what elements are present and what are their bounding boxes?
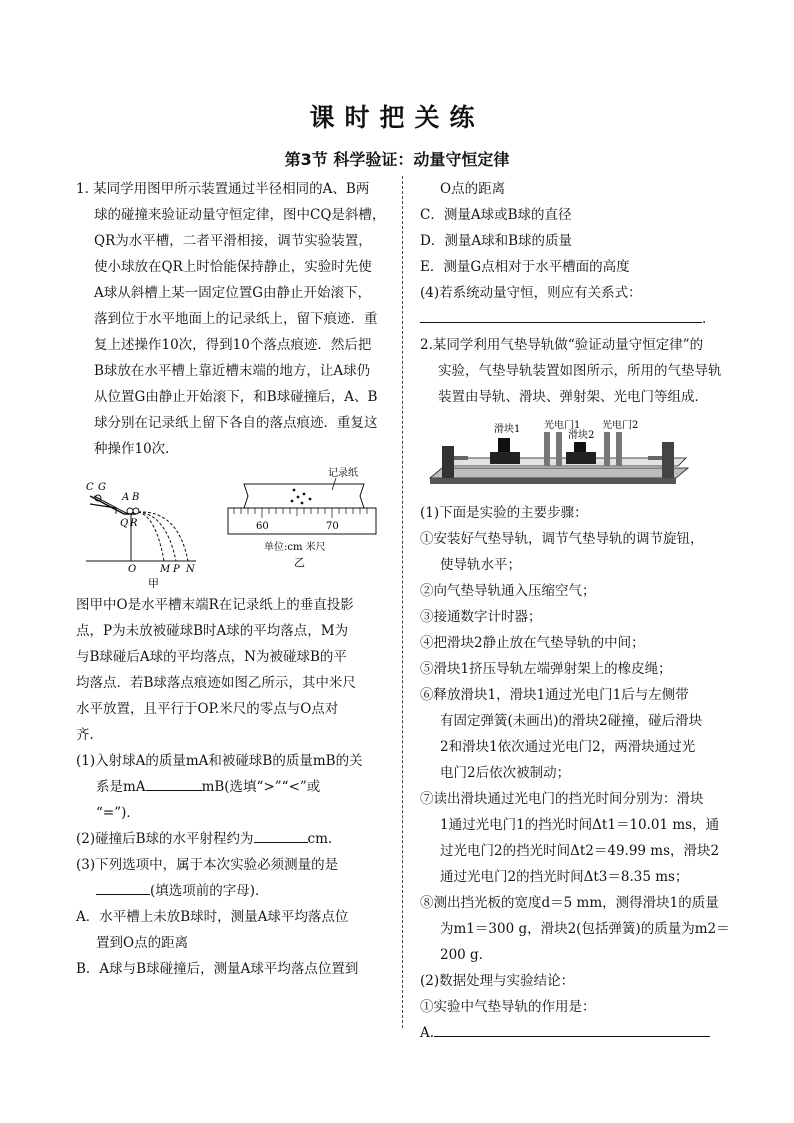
step-7-cont: 1通过光电门1的挡光时间Δt1＝10.01 ms，通 xyxy=(440,817,720,833)
option-d: D．测量A球和B球的质量 xyxy=(420,233,572,249)
q1-sub1-text: mB(选填“>”“<”或 xyxy=(201,779,321,795)
q1-desc-line: 水平放置，且平行于OP.米尺的零点与O点对 xyxy=(76,701,339,717)
air-track-figure xyxy=(420,420,740,488)
step-7: ⑦读出滑块通过光电门的挡光时间分别为：滑块 xyxy=(420,791,704,807)
option-a-line: 置到O点的距离 xyxy=(96,935,189,951)
q1-sub1-text: 系是mA xyxy=(96,779,146,795)
label-slider1: 滑块1 xyxy=(494,424,521,435)
label-g: G xyxy=(98,482,106,493)
q1-line: 落到位于水平地面上的记录纸上，留下痕迹．重 xyxy=(94,311,378,327)
label-q: Q xyxy=(120,518,129,529)
answer-blank-1[interactable] xyxy=(146,774,202,791)
step-8-cont: 为m1＝300 g，滑块2(包括弹簧)的质量为m2＝ xyxy=(440,921,730,937)
option-e: E．测量G点相对于水平槽面的高度 xyxy=(420,259,630,275)
q2-line: 2.某同学利用气垫导轨做“验证动量守恒定律”的 xyxy=(420,337,704,353)
answer-blank-5[interactable] xyxy=(434,1020,710,1037)
q1-line: QR为水平槽，二者平滑相接，调节实验装置， xyxy=(94,233,372,249)
q2-sub2-a-line xyxy=(420,1020,740,1046)
label-b: B xyxy=(132,492,140,503)
q1-line: 种操作10次． xyxy=(94,441,179,457)
label-a: A xyxy=(122,492,130,503)
q2-line: 装置由导轨、滑块、弹射架、光电门等组成． xyxy=(438,389,708,405)
tick-60: 60 xyxy=(256,521,269,532)
q1-line: 1. 某同学用图甲所示装置通过半径相同的A、B两 xyxy=(76,181,370,197)
caption-yi: 乙 xyxy=(294,556,305,569)
step-6-cont: 电门2后依次被制动； xyxy=(440,765,571,781)
option-a-line: A．水平槽上未放B球时，测量A球平均落点位 xyxy=(76,909,349,925)
q1-desc-line: 与B球碰后A球的平均落点，N为被碰球B的平 xyxy=(76,649,347,665)
step-6: ⑥释放滑块1，滑块1通过光电门1后与左侧带 xyxy=(420,687,689,703)
q1-line: 复上述操作10次，得到10个落点痕迹．然后把 xyxy=(94,337,372,353)
q1-sub2-unit: cm. xyxy=(307,831,333,847)
answer-blank-2[interactable] xyxy=(254,826,308,843)
option-b-line: O点的距离 xyxy=(440,181,506,197)
q2-line: 实验，气垫导轨装置如图所示，所用的气垫导轨 xyxy=(438,363,722,379)
step-6-cont: 有固定弹簧(未画出)的滑块2碰撞，碰后滑块 xyxy=(440,713,703,729)
q1-sub3-line: (3)下列选项中，属于本次实验必须测量的是 xyxy=(76,857,339,873)
q1-desc-line: 均落点．若B球落点痕迹如图乙所示，其中米尺 xyxy=(76,675,356,691)
q1-desc-line: 点，P为未放被碰球B时A球的平均落点，M为 xyxy=(76,623,349,639)
q1-sub2-line xyxy=(76,826,394,852)
step-8: ⑧测出挡光板的宽度d＝5 mm，测得滑块1的质量 xyxy=(420,895,719,911)
label-o: O xyxy=(128,564,137,575)
q1-sub1-line: “=”)． xyxy=(96,805,140,821)
step-1-cont: 使导轨水平； xyxy=(440,557,521,573)
q1-line: 球分别在记录纸上留下各自的落点痕迹．重复这 xyxy=(94,415,378,431)
q1-sub3-line xyxy=(76,878,394,904)
q1-line: 从位置G由静止开始滚下，和B球碰撞后，A、B xyxy=(94,389,378,405)
column-divider xyxy=(402,176,403,1028)
option-c: C．测量A球或B球的直径 xyxy=(420,207,572,223)
figures-row xyxy=(76,466,394,590)
step-7-cont: 通过光电门2的挡光时间Δt3＝8.35 ms； xyxy=(440,869,689,885)
q1-sub4-line: (4)若系统动量守恒，则应有关系式： xyxy=(420,285,642,301)
q2-sub2-1: ①实验中气垫导轨的作用是： xyxy=(420,999,596,1015)
label-n: N xyxy=(186,564,195,575)
label-c: C xyxy=(86,482,94,493)
q1-line: 球的碰撞来验证动量守恒定律，图中CQ是斜槽， xyxy=(94,207,386,223)
step-4: ④把滑块2静止放在气垫导轨的中间； xyxy=(420,635,645,651)
step-6-cont: 2和滑块1依次通过光电门2，两滑块通过光 xyxy=(440,739,696,755)
q1-line: 使小球放在QR上时恰能保持静止，实验时先使 xyxy=(94,259,372,275)
q1-line: B球放在水平槽上靠近槽末端的地方，让A球仍 xyxy=(94,363,371,379)
page-title: 课时把关练 xyxy=(309,103,485,132)
tick-70: 70 xyxy=(326,521,339,532)
label-r: R xyxy=(130,518,138,529)
q2-sub2-a-label: A. xyxy=(420,1025,435,1041)
air-track-svg xyxy=(426,420,696,488)
ruler-unit: 单位:cm 米尺 xyxy=(264,542,326,553)
label-gate1: 光电门1 xyxy=(544,420,581,431)
section-title: 第3节 科学验证：动量守恒定律 xyxy=(284,150,510,169)
label-slider2: 滑块2 xyxy=(568,430,595,441)
step-3: ③接通数字计时器； xyxy=(420,609,542,625)
step-8-cont: 200 g． xyxy=(440,947,493,963)
q1-line: A球从斜槽上某一固定位置G由静止开始滚下， xyxy=(94,285,372,301)
label-m: M xyxy=(160,564,171,575)
caption-jia: 甲 xyxy=(148,577,159,590)
step-1: ①安装好气垫导轨，调节气垫导轨的调节旋钮， xyxy=(420,531,704,547)
q1-sub1-line xyxy=(76,774,394,800)
left-column xyxy=(76,176,394,982)
step-2: ②向气垫导轨通入压缩空气； xyxy=(420,583,596,599)
q1-sub3-text: (填选项前的字母)． xyxy=(150,883,269,899)
label-p: P xyxy=(173,564,180,575)
q1-sub4-answer: . xyxy=(420,306,740,332)
q1-desc-line: 图甲中O是水平槽末端R在记录纸上的垂直投影 xyxy=(76,597,354,613)
label-gate2: 光电门2 xyxy=(602,420,639,431)
q1-sub2-text: (2)碰撞后B球的水平射程约为 xyxy=(76,831,254,847)
q2-sub2: (2)数据处理与实验结论： xyxy=(420,973,575,989)
q2-step-head: (1)下面是实验的主要步骤： xyxy=(420,505,588,521)
option-b-line: B．A球与B球碰撞后，测量A球平均落点位置到 xyxy=(76,961,359,977)
step-7-cont: 过光电门2的挡光时间Δt2＝49.99 ms，滑块2 xyxy=(440,843,720,859)
record-paper-label: 记录纸 xyxy=(328,468,358,479)
q1-desc-line: 齐． xyxy=(76,727,103,743)
right-column xyxy=(420,176,740,1046)
answer-blank-3[interactable] xyxy=(96,878,150,895)
q1-sub1-line: (1)入射球A的质量mA和被碰球B的质量mB的关 xyxy=(76,753,363,769)
step-5: ⑤滑块1挤压导轨左端弹射架上的橡皮绳； xyxy=(420,661,672,677)
answer-blank-4[interactable] xyxy=(420,306,702,323)
figure-yi xyxy=(224,466,394,590)
